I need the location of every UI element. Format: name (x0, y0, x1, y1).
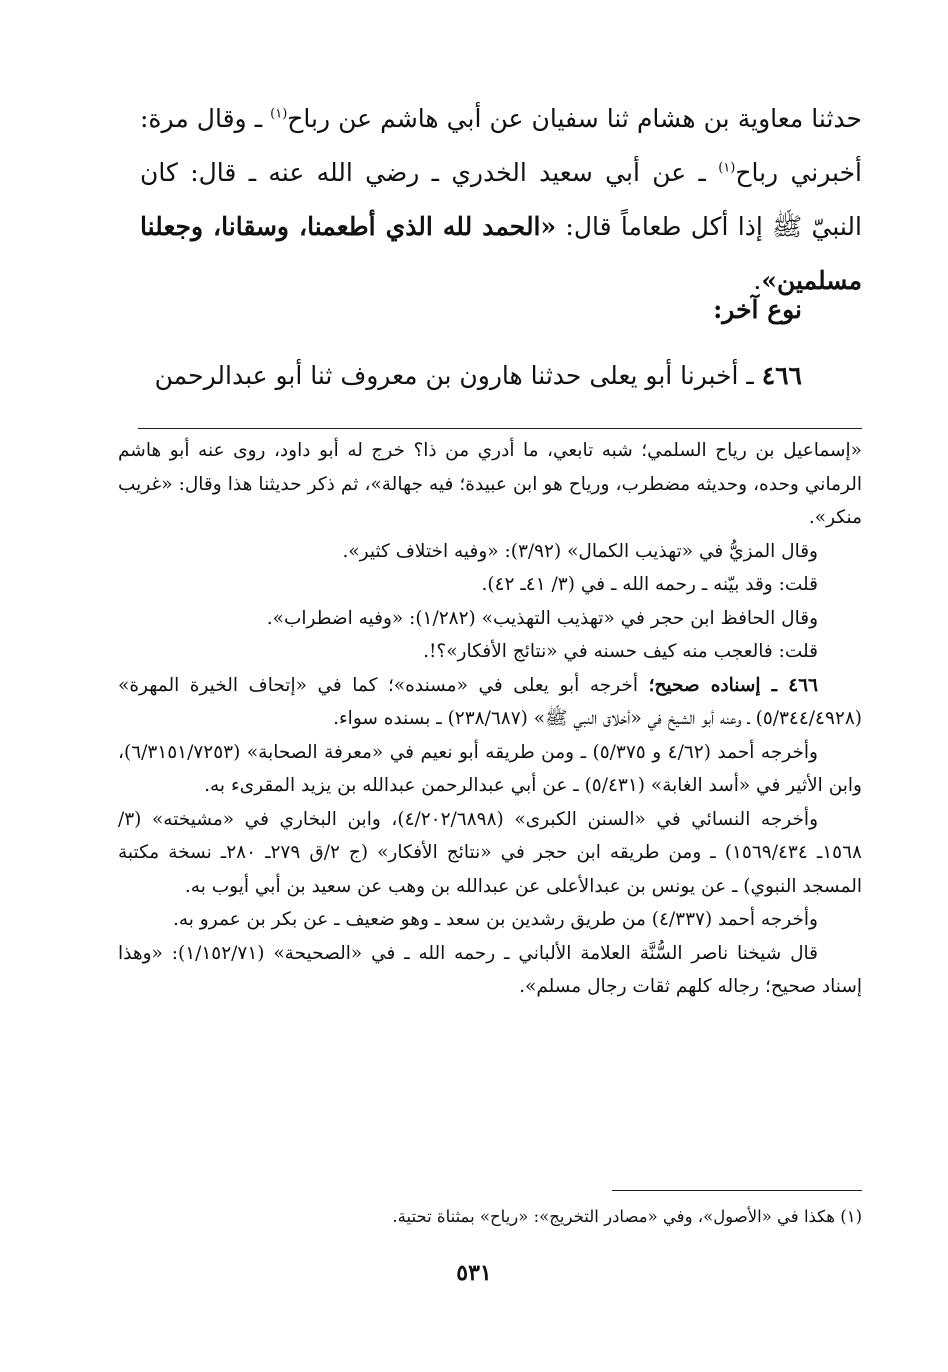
separator-rule (138, 428, 862, 429)
commentary-paragraph: قلت: وقد بيّنه ـ رحمه الله ـ في (٣/ ٤١ـ ٤٢). (481, 574, 818, 595)
footnote: (١) هكذا في «الأصول»، وفي «مصادر التخريج»: «رياح» بمثناة تحتية. (392, 1207, 862, 1226)
commentary-paragraph: «إسماعيل بن رياح السلمي؛ شبه تابعي، ما أدري من ذا؟ خرج له أبو داود، روى عنه أبو هاشم الرماني وحده، وحديثه مضطرب، ورياح هو ابن عبيدة؛ فيه جهالة»، ثم ذكر حديثنا هذا وقال: «غريب منكر». (118, 440, 862, 528)
commentary-paragraph: وأخرجه أحمد (٤/٦٢ و ٥/٣٧٥) ـ ومن طريقه أبو نعيم في «معرفة الصحابة» (٦/٣١٥١/٧٢٥٣)، وابن الأثير في «أسد الغابة» (٥/٤٣١) ـ عن أبي عبدالرحمن عبدالله بن يزيد المقرىء به. (118, 741, 862, 796)
section-subheading: نوع آخر: (713, 295, 802, 324)
commentary-block (118, 434, 862, 1004)
commentary-paragraph: وأخرجه النسائي في «السنن الكبرى» (٤/٢٠٢/٦٨٩٨)، وابن البخاري في «مشيخته» (٣/ ١٥٦٨ـ ١٥٦٩/٤٣٤) ـ ومن طريقه ابن حجر في «نتائج الأفكار» (ج ٢/ق ٢٧٩ـ ٢٨٠ـ نسخة مكتبة المسجد النبوي) ـ عن يونس بن عبدالأعلى عن عبدالله بن وهب عن سعيد بن أبي أيوب به. (118, 808, 862, 897)
commentary-paragraph: وقال الحافظ ابن حجر في «تهذيب التهذيب» (١/٢٨٢): «وفيه اضطراب». (266, 607, 818, 629)
commentary-hadith-number: ٤٦٦ (788, 674, 818, 696)
commentary-paragraph: قال شيخنا ناصر السُّنَّة العلامة الألباني ـ رحمه الله ـ في «الصحيحة» (١/١٥٢/٧١): «وهذا إسناد صحيح؛ رجاله كلهم ثقات رجال مسلم». (118, 942, 862, 997)
main-paragraph-part-2: ـ وقال مرة: أخبرني رباح (140, 104, 862, 187)
footnote-rule (612, 1190, 862, 1191)
footnote-marker: (١) (270, 106, 288, 122)
commentary-paragraph-466 (118, 669, 862, 736)
hadith-opening-text: ـ أخبرنا أبو يعلى حدثنا هارون بن معروف ثنا أبو عبدالرحمن (154, 361, 762, 390)
hadith-466-opening (142, 356, 802, 396)
main-paragraph-end: . (753, 266, 762, 295)
main-paragraph-part-3: ـ عن أبي سعيد الخدري ـ رضي الله عنه ـ قال: كان النبيّ ﷺ إذا أكل طعاماً قال: (140, 158, 862, 241)
footnote-marker: (١) (718, 160, 736, 176)
hadith-quote-bold: «الحمد لله الذي أطعمنا، وسقانا، وجعلنا مسلمين» (140, 212, 862, 295)
main-paragraph (140, 92, 862, 308)
hadith-number: ٤٦٦ (761, 361, 802, 390)
commentary-paragraph: وأخرجه أحمد (٤/٣٣٧) من طريق رشدين بن سعد ـ وهو ضعيف ـ عن بكر بن عمرو به. (172, 909, 818, 930)
commentary-text: أخرجه أبو يعلى في «مسنده»؛ كما في «إتحاف الخيرة المهرة» (٥/٣٤٤/٤٩٢٨) ـ وعنه أبو الشيخ في «أخلاق النبي ﷺ» (٢٣٨/٦٨٧) ـ بسنده سواء. (118, 674, 862, 729)
commentary-paragraph: وقال المزيُّ في «تهذيب الكمال» (٣/٩٢): «وفيه اختلاف كثير». (342, 540, 818, 562)
page-number: ٥٣١ (456, 1260, 492, 1286)
commentary-grading: ـ إسناده صحيح؛ (648, 674, 789, 696)
main-paragraph-part-1: حدثنا معاوية بن هشام ثنا سفيان عن أبي هاشم عن رباح (287, 104, 862, 133)
commentary-paragraph: قلت: فالعجب منه كيف حسنه في «نتائج الأفكار»؟!. (423, 641, 818, 662)
main-text-block (140, 92, 862, 308)
